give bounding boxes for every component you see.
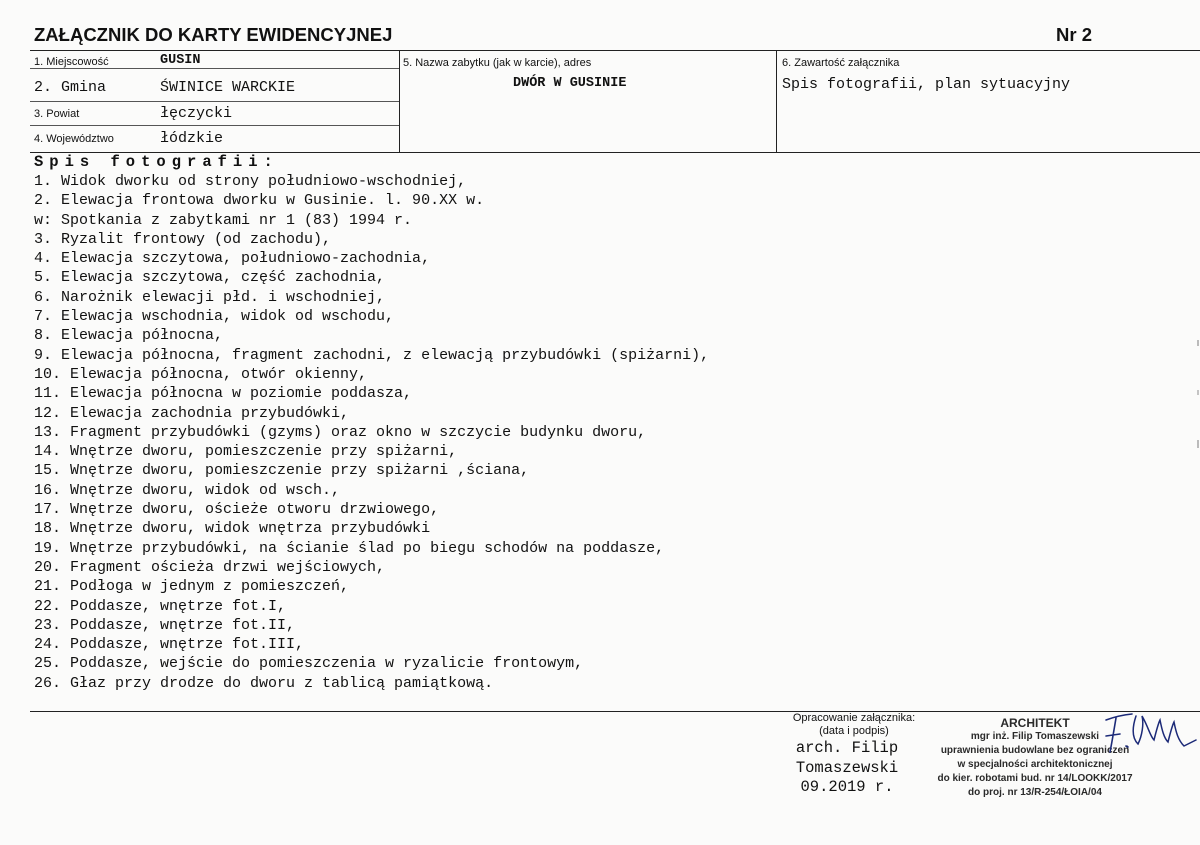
list-item: 22. Poddasze, wnętrze fot.I, (34, 597, 287, 615)
list-item: 25. Poddasze, wejście do pomieszczenia w ryzalicie frontowym, (34, 655, 584, 673)
stamp-line: do kier. robotami bud. nr 14/LOOKK/2017 (937, 773, 1133, 784)
miejscowosc-value: GUSIN (160, 53, 201, 68)
list-item: w: Spotkania z zabytkami nr 1 (83) 1994 r. (34, 211, 413, 229)
powiat-label: 3. Powiat (34, 108, 80, 120)
list-item: 6. Narożnik elewacji płd. i wschodniej, (34, 288, 386, 306)
stamp-line: do proj. nr 13/R-254/ŁOIA/04 (968, 787, 1102, 798)
row-divider (30, 101, 399, 102)
list-item: 1. Widok dworku od strony południowo-wschodniej, (34, 173, 467, 190)
prepared-by-name: arch. Filip (795, 739, 899, 757)
photo-list (34, 172, 709, 693)
list-item: 8. Elewacja północna, (34, 327, 224, 345)
stamp-line: w specjalności architektonicznej (957, 759, 1113, 770)
list-item: 5. Elewacja szczytowa, część zachodnia, (34, 269, 386, 287)
attachment-number: Nr 2 (1056, 24, 1092, 45)
row-divider (30, 68, 399, 69)
scan-edge-marks (1196, 330, 1200, 530)
wojewodztwo-label: 4. Województwo (34, 133, 114, 145)
list-item: 14. Wnętrze dworu, pomieszczenie przy spiżarni, (34, 443, 458, 461)
list-item: 15. Wnętrze dworu, pomieszczenie przy spiżarni ,ściana, (34, 462, 530, 480)
photo-list-heading: Spis fotografii: (34, 153, 279, 171)
signature-icon (1092, 706, 1198, 762)
prepared-by (784, 739, 910, 798)
row-divider (30, 125, 399, 126)
miejscowosc-label: 1. Miejscowość (34, 56, 109, 68)
footer-divider (30, 711, 1200, 712)
column-divider (776, 51, 777, 152)
prepared-by-surname: Tomaszewski (795, 758, 899, 777)
list-item: 26. Głaz przy drodze do dworu z tablicą pamiątkową. (34, 674, 494, 692)
zawartosc-label: 6. Zawartość załącznika (782, 57, 900, 69)
list-item: 4. Elewacja szczytowa, południowo-zachodnia, (34, 250, 431, 268)
list-item: 19. Wnętrze przybudówki, na ścianie ślad po biegu schodów na poddasze, (34, 539, 665, 557)
list-item: 18. Wnętrze dworu, widok wnętrza przybudówki (34, 520, 431, 538)
gmina-label: 2. Gmina (34, 79, 107, 96)
prepared-date: 09.2019 r. (800, 778, 894, 796)
list-item: 2. Elewacja frontowa dworku w Gusinie. l. 90.XX w. (34, 192, 485, 210)
nazwa-zabytku-value: DWÓR W GUSINIE (513, 76, 627, 91)
list-item: 7. Elewacja wschodnia, widok od wschodu, (34, 308, 395, 326)
nazwa-zabytku-label: 5. Nazwa zabytku (jak w karcie), adres (403, 57, 592, 69)
list-item: 24. Poddasze, wnętrze fot.III, (34, 636, 305, 654)
zawartosc-value: Spis fotografii, plan sytuacyjny (782, 76, 1071, 93)
list-item: 9. Elewacja północna, fragment zachodni, z elewacją przybudówki (spiżarni), (34, 346, 710, 364)
stamp-line: uprawnienia budowlane bez ograniczeń (940, 745, 1130, 756)
wojewodztwo-value: łódzkie (160, 130, 224, 147)
column-divider (399, 51, 400, 152)
list-item: 21. Podłoga w jednym z pomieszczeń, (34, 578, 350, 596)
document-title: ZAŁĄCZNIK DO KARTY EWIDENCYJNEJ (34, 24, 393, 45)
list-item: 20. Fragment ościeża drzwi wejściowych, (34, 558, 386, 576)
record-fields-grid (30, 50, 1200, 153)
prepared-label-line: Opracowanie załącznika: (792, 712, 916, 724)
list-item: 12. Elewacja zachodnia przybudówki, (34, 404, 350, 422)
stamp-title: ARCHITEKT (1000, 716, 1070, 730)
list-item: 13. Fragment przybudówki (gzyms) oraz okno w szczycie budynku dworu, (34, 423, 647, 441)
powiat-value: łęczycki (160, 105, 233, 122)
list-item: 11. Elewacja północna w poziomie poddasza, (34, 385, 413, 403)
list-item: 16. Wnętrze dworu, widok od wsch., (34, 481, 341, 499)
stamp-line: mgr inż. Filip Tomaszewski (970, 731, 1100, 742)
prepared-label-line: (data i podpis) (819, 725, 889, 737)
prepared-by-label (784, 712, 924, 738)
list-item: 3. Ryzalit frontowy (od zachodu), (34, 230, 332, 248)
list-item: 10. Elewacja północna, otwór okienny, (34, 365, 368, 383)
gmina-value: ŚWINICE WARCKIE (160, 79, 296, 96)
list-item: 17. Wnętrze dworu, ościeże otworu drzwiowego, (34, 501, 440, 519)
list-item: 23. Poddasze, wnętrze fot.II, (34, 616, 296, 634)
